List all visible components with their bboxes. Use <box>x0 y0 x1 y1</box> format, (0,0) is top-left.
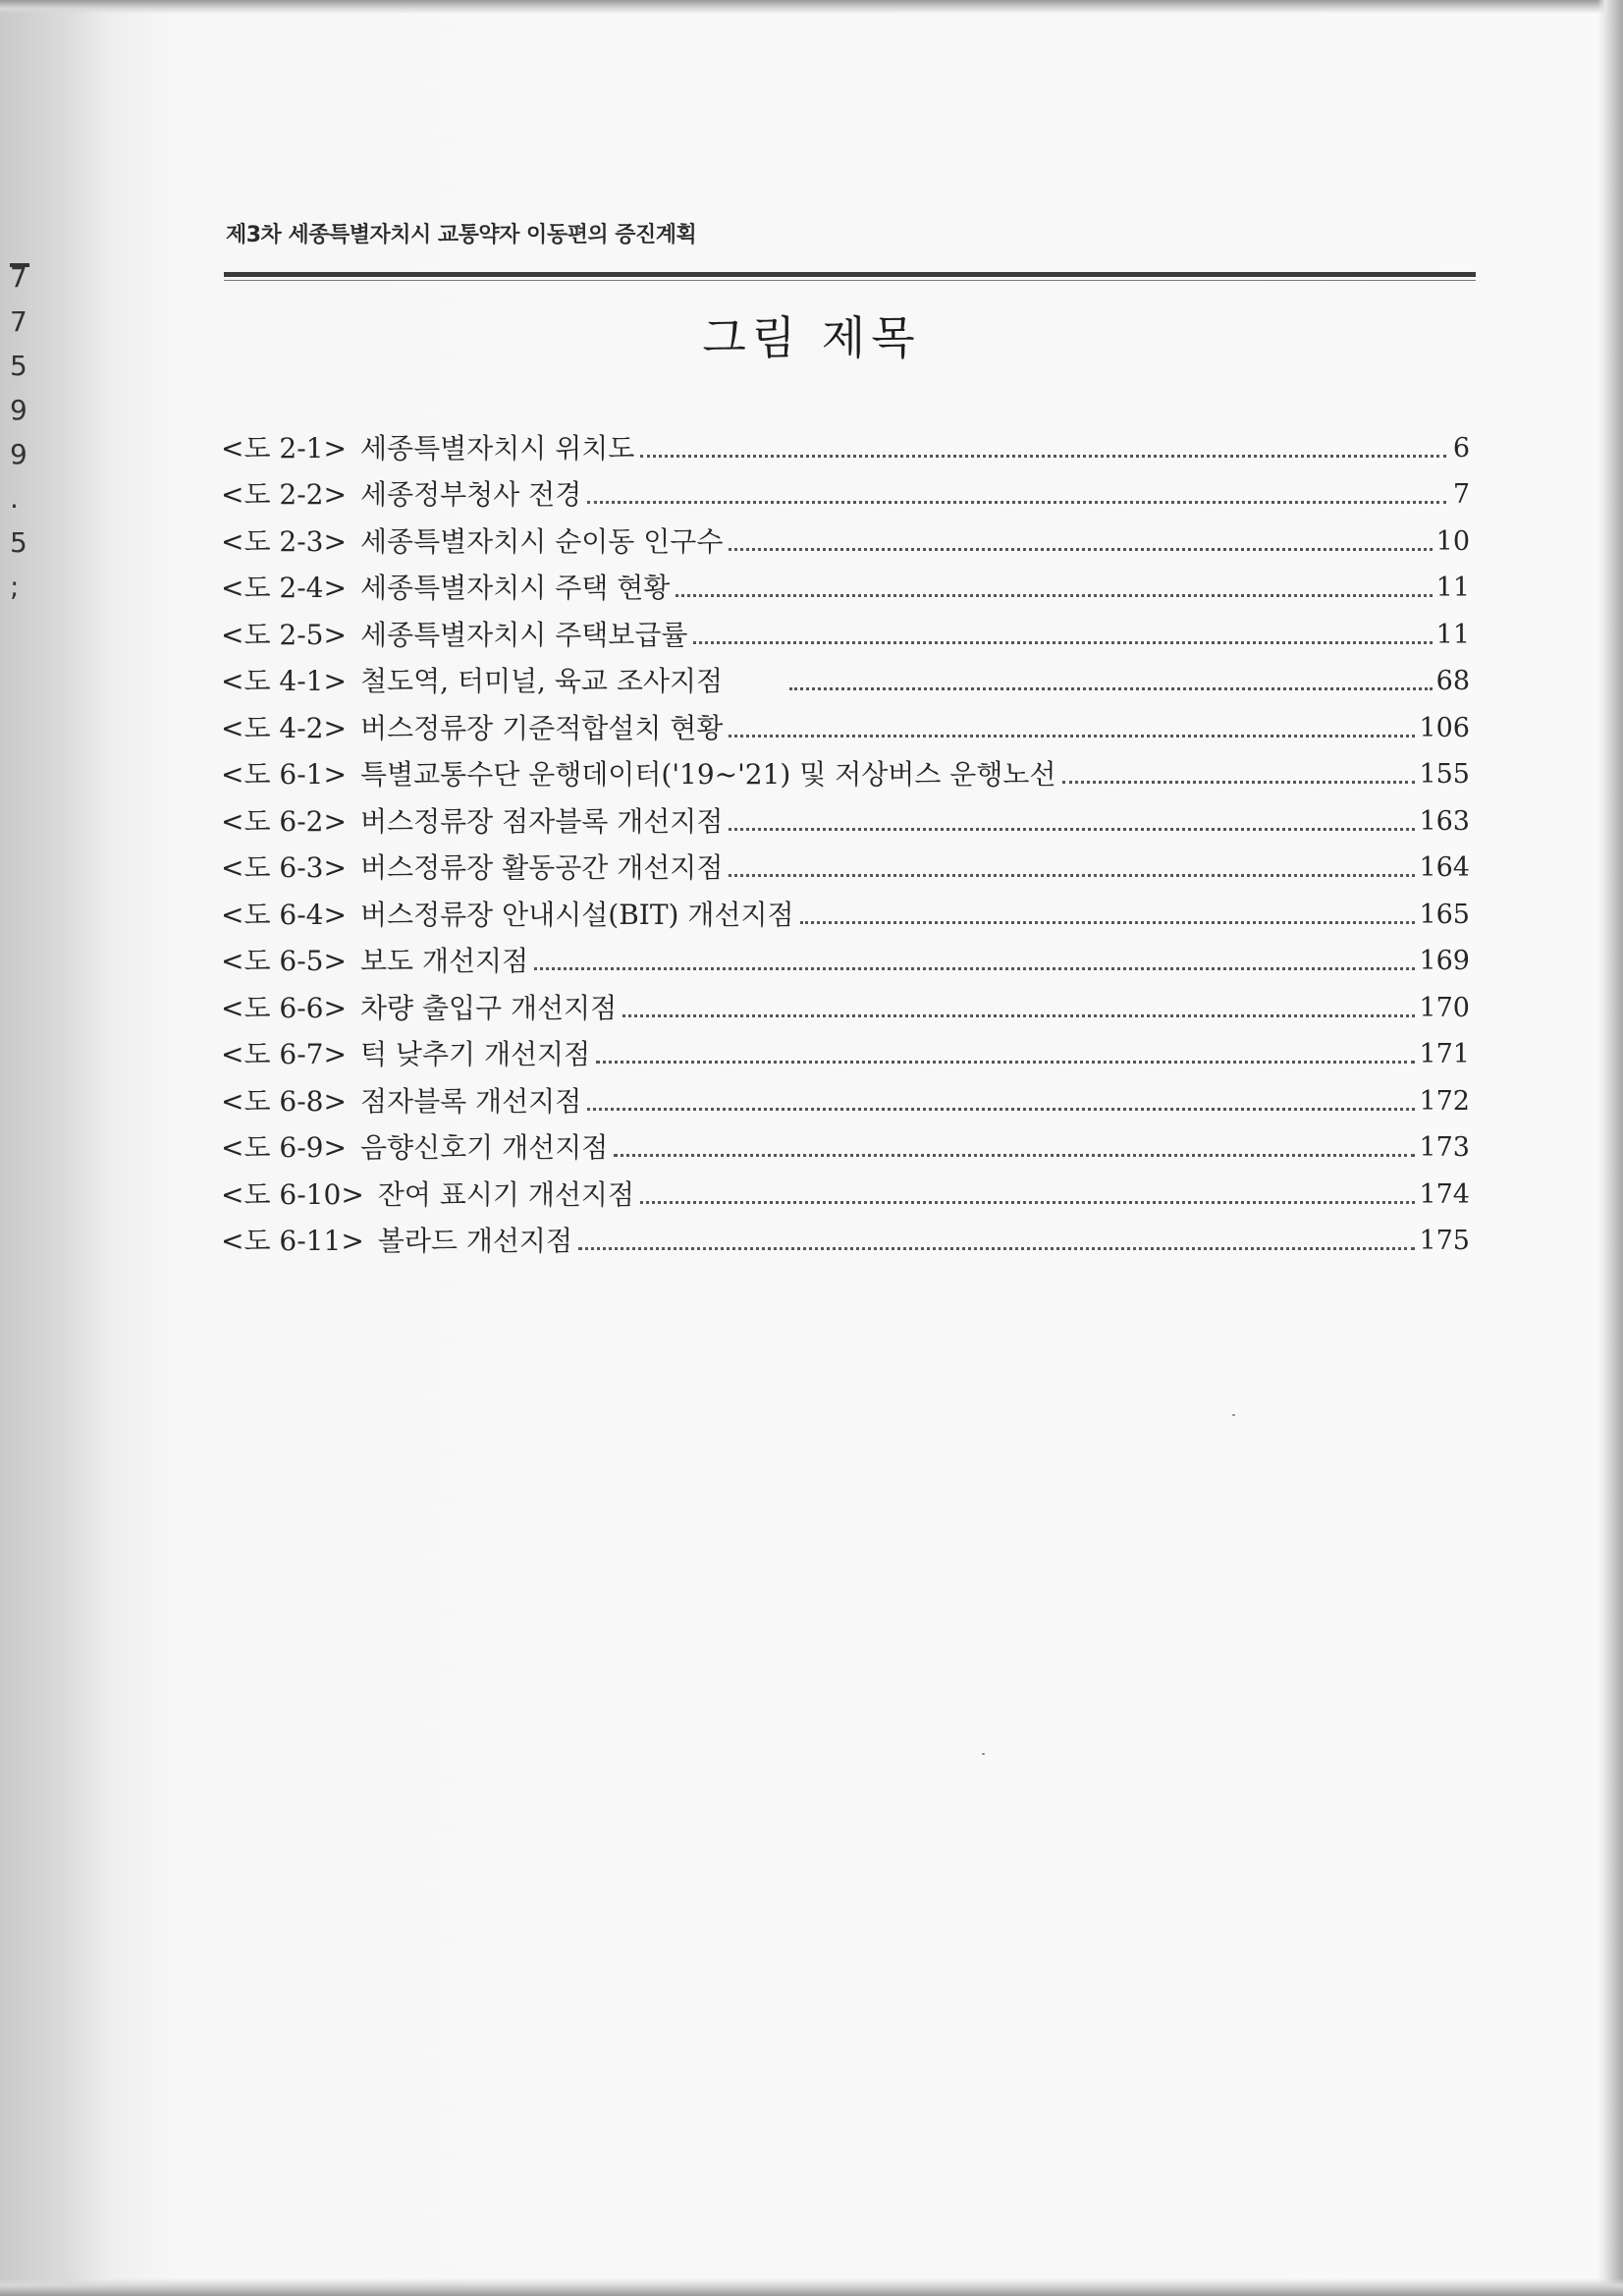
figure-number: <도 6-11> <box>221 1225 364 1257</box>
dot-leader <box>640 1201 1415 1204</box>
figure-number: <도 4-1> <box>221 665 347 697</box>
dot-leader <box>587 501 1446 504</box>
figure-page-number: 170 <box>1419 992 1470 1023</box>
dot-leader <box>729 548 1432 551</box>
header-rule-thin <box>224 280 1476 281</box>
figure-list-item[interactable] <box>221 932 1470 979</box>
dot-leader <box>789 687 1433 690</box>
header-rule <box>224 272 1476 277</box>
figure-title: 버스정류장 점자블록 개선지점 <box>359 804 724 838</box>
figure-title: 턱 낮추기 개선지점 <box>359 1038 591 1070</box>
figure-title: 음향신호기 개선지점 <box>359 1131 609 1164</box>
dot-leader <box>729 828 1415 831</box>
figure-list-item[interactable] <box>221 418 1470 465</box>
figure-page-number: 6 <box>1452 432 1470 464</box>
figure-list-item[interactable] <box>221 605 1470 652</box>
figure-number: <도 6-2> <box>221 804 347 838</box>
figure-title: 볼라드 개선지점 <box>377 1225 573 1257</box>
figure-list-item[interactable] <box>221 1025 1470 1072</box>
figure-number: <도 6-8> <box>221 1084 347 1118</box>
margin-mark: 9 <box>10 438 27 470</box>
figure-title: 세종특별자치시 주택 현황 <box>359 572 671 604</box>
figure-number: <도 2-5> <box>221 618 347 651</box>
running-header: 제3차 세종특별자치시 교통약자 이동편의 증진계획 <box>226 223 697 247</box>
dot-leader <box>800 921 1416 924</box>
figure-number: <도 2-4> <box>221 572 347 604</box>
figure-number: <도 2-2> <box>221 478 347 511</box>
figure-list-item[interactable] <box>221 1071 1470 1119</box>
figure-title: 버스정류장 활동공간 개선지점 <box>359 851 724 884</box>
figure-number: <도 6-5> <box>221 945 347 977</box>
figure-number: <도 2-1> <box>221 431 347 465</box>
figure-list-item[interactable] <box>221 1165 1470 1212</box>
dot-leader <box>729 735 1415 738</box>
figure-list-item[interactable] <box>221 652 1470 699</box>
dot-leader <box>676 594 1432 597</box>
page-title: 그림 제목 <box>702 311 921 364</box>
figure-list-item[interactable] <box>221 512 1470 559</box>
figure-page-number: 68 <box>1435 666 1470 696</box>
figure-number: <도 6-3> <box>221 851 347 884</box>
figure-page-number: 10 <box>1435 525 1470 557</box>
figure-number: <도 6-9> <box>221 1131 347 1164</box>
figure-list-item[interactable] <box>221 745 1470 793</box>
dot-leader <box>534 967 1415 970</box>
figure-title: 보도 개선지점 <box>359 945 529 977</box>
figure-page-number: 175 <box>1419 1226 1470 1256</box>
figure-number: <도 6-1> <box>221 758 347 791</box>
figure-list-item[interactable] <box>221 1212 1470 1259</box>
figure-title: 세종정부청사 전경 <box>359 478 582 511</box>
figure-title: 차량 출입구 개선지점 <box>359 991 618 1024</box>
figure-list-item[interactable] <box>221 792 1470 839</box>
margin-mark: . <box>10 482 19 515</box>
figure-page-number: 7 <box>1452 479 1470 510</box>
margin-mark: 5 <box>10 350 27 382</box>
figure-title: 잔여 표시기 개선지점 <box>377 1177 635 1211</box>
figure-list-item[interactable] <box>221 1119 1470 1166</box>
figure-page-number: 11 <box>1435 619 1470 650</box>
figure-list-item[interactable] <box>221 885 1470 932</box>
figure-page-number: 173 <box>1419 1132 1470 1163</box>
figure-page-number: 169 <box>1419 946 1470 976</box>
dot-leader <box>1062 781 1416 784</box>
dot-leader <box>693 641 1432 644</box>
figure-title: 점자블록 개선지점 <box>359 1084 582 1118</box>
figure-number: <도 6-10> <box>221 1177 364 1211</box>
dot-leader <box>578 1247 1415 1250</box>
figure-title: 세종특별자치시 주택보급률 <box>359 618 688 651</box>
figure-page-number: 106 <box>1419 712 1470 743</box>
figure-page-number: 171 <box>1419 1039 1470 1069</box>
figure-page-number: 172 <box>1419 1085 1470 1117</box>
figure-list-item[interactable] <box>221 465 1470 513</box>
margin-mark: 7 <box>10 261 27 294</box>
figure-page-number: 165 <box>1419 899 1470 930</box>
figure-page-number: 174 <box>1419 1178 1470 1210</box>
figure-title: 세종특별자치시 순이동 인구수 <box>359 524 724 558</box>
margin-mark: 9 <box>10 394 27 426</box>
dot-leader <box>596 1061 1415 1064</box>
figure-list-item[interactable] <box>221 978 1470 1025</box>
figure-number: <도 6-7> <box>221 1038 347 1070</box>
figure-number: <도 6-6> <box>221 991 347 1024</box>
figure-number: <도 4-2> <box>221 711 347 744</box>
figure-page-number: 155 <box>1419 759 1470 790</box>
figure-number: <도 2-3> <box>221 524 347 558</box>
figure-page-number: 11 <box>1435 573 1470 603</box>
figure-title: 버스정류장 안내시설(BIT) 개선지점 <box>359 898 794 931</box>
figure-list-item[interactable] <box>221 839 1470 886</box>
dot-leader <box>587 1108 1415 1111</box>
scan-speck <box>982 1753 985 1755</box>
dot-leader <box>729 874 1415 877</box>
dot-leader <box>614 1154 1415 1157</box>
figure-title: 철도역, 터미널, 육교 조사지점 <box>359 665 724 697</box>
dot-leader <box>640 455 1446 458</box>
figure-list-item[interactable] <box>221 559 1470 606</box>
figure-title: 특별교통수단 운행데이터('19~'21) 및 저상버스 운행노선 <box>359 758 1056 791</box>
dot-leader <box>622 1014 1415 1017</box>
figure-number: <도 6-4> <box>221 898 347 931</box>
figure-title: 세종특별자치시 위치도 <box>359 431 635 465</box>
figure-page-number: 163 <box>1419 805 1470 837</box>
margin-mark: ; <box>10 571 20 603</box>
scan-speck <box>1232 1414 1235 1416</box>
margin-mark: 5 <box>10 526 27 559</box>
margin-mark: 7 <box>10 305 27 338</box>
figure-list-item[interactable] <box>221 698 1470 745</box>
figure-page-number: 164 <box>1419 852 1470 883</box>
figure-list <box>221 418 1470 1258</box>
figure-title: 버스정류장 기준적합설치 현황 <box>359 711 724 744</box>
